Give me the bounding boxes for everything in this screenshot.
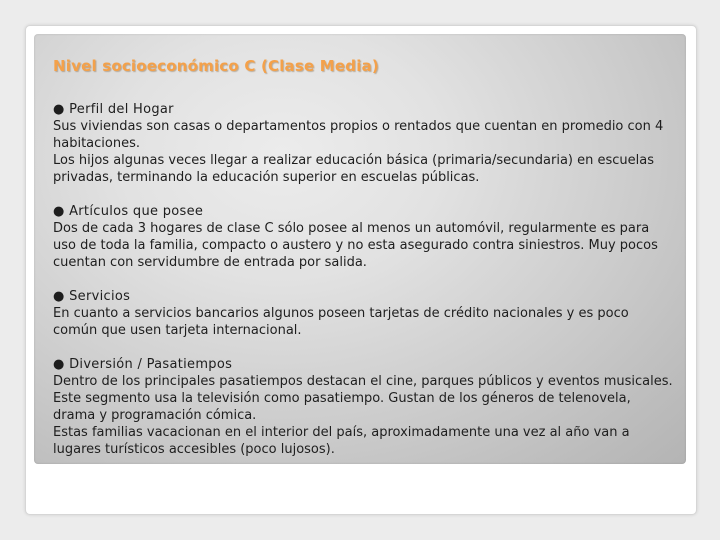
heading-text: Diversión / Pasatiempos — [69, 357, 233, 372]
section-perfil-del-hogar — [53, 101, 673, 186]
bullet-icon: ● — [53, 357, 65, 372]
section-heading — [53, 288, 673, 305]
bullet-icon: ● — [53, 102, 65, 117]
heading-text: Servicios — [69, 289, 131, 304]
section-articulos-que-posee — [53, 203, 673, 271]
section-heading — [53, 101, 673, 118]
paragraph: Dos de cada 3 hogares de clase C sólo posee al menos un automóvil, regularmente es para uso de toda la familia, compacto o austero y no esta asegurado contra siniestros. Muy pocos cuentan con servidumbre de entrada por salida. — [53, 221, 658, 270]
section-heading — [53, 203, 673, 220]
paragraph: Sus viviendas son casas o departamentos propios o rentados que cuentan en promedio con 4 habitaciones. — [53, 119, 664, 151]
paragraph: Dentro de los principales pasatiempos destacan el cine, parques públicos y eventos musicales. Este segmento usa la televisión como pasatiempo. Gustan de los géneros de telenovela, drama y programación cómica. — [53, 374, 673, 423]
heading-text: Perfil del Hogar — [69, 102, 174, 117]
slide-body — [53, 56, 673, 475]
paragraph: Los hijos algunas veces llegar a realizar educación básica (primaria/secundaria) en escuelas privadas, terminando la educación superior en escuelas públicas. — [53, 153, 655, 185]
slide-title: Nivel socioeconómico C (Clase Media) — [53, 57, 379, 75]
heading-text: Artículos que posee — [69, 204, 204, 219]
section-servicios — [53, 288, 673, 339]
section-heading — [53, 356, 673, 373]
paragraph: En cuanto a servicios bancarios algunos poseen tarjetas de crédito nacionales y es poco común que usen tarjeta internacional. — [53, 306, 629, 338]
section-diversion-pasatiempos — [53, 356, 673, 458]
bullet-icon: ● — [53, 204, 65, 219]
bullet-icon: ● — [53, 289, 65, 304]
paragraph: Estas familias vacacionan en el interior del país, aproximadamente una vez al año van a lugares turísticos accesibles (poco lujosos). — [53, 425, 630, 457]
